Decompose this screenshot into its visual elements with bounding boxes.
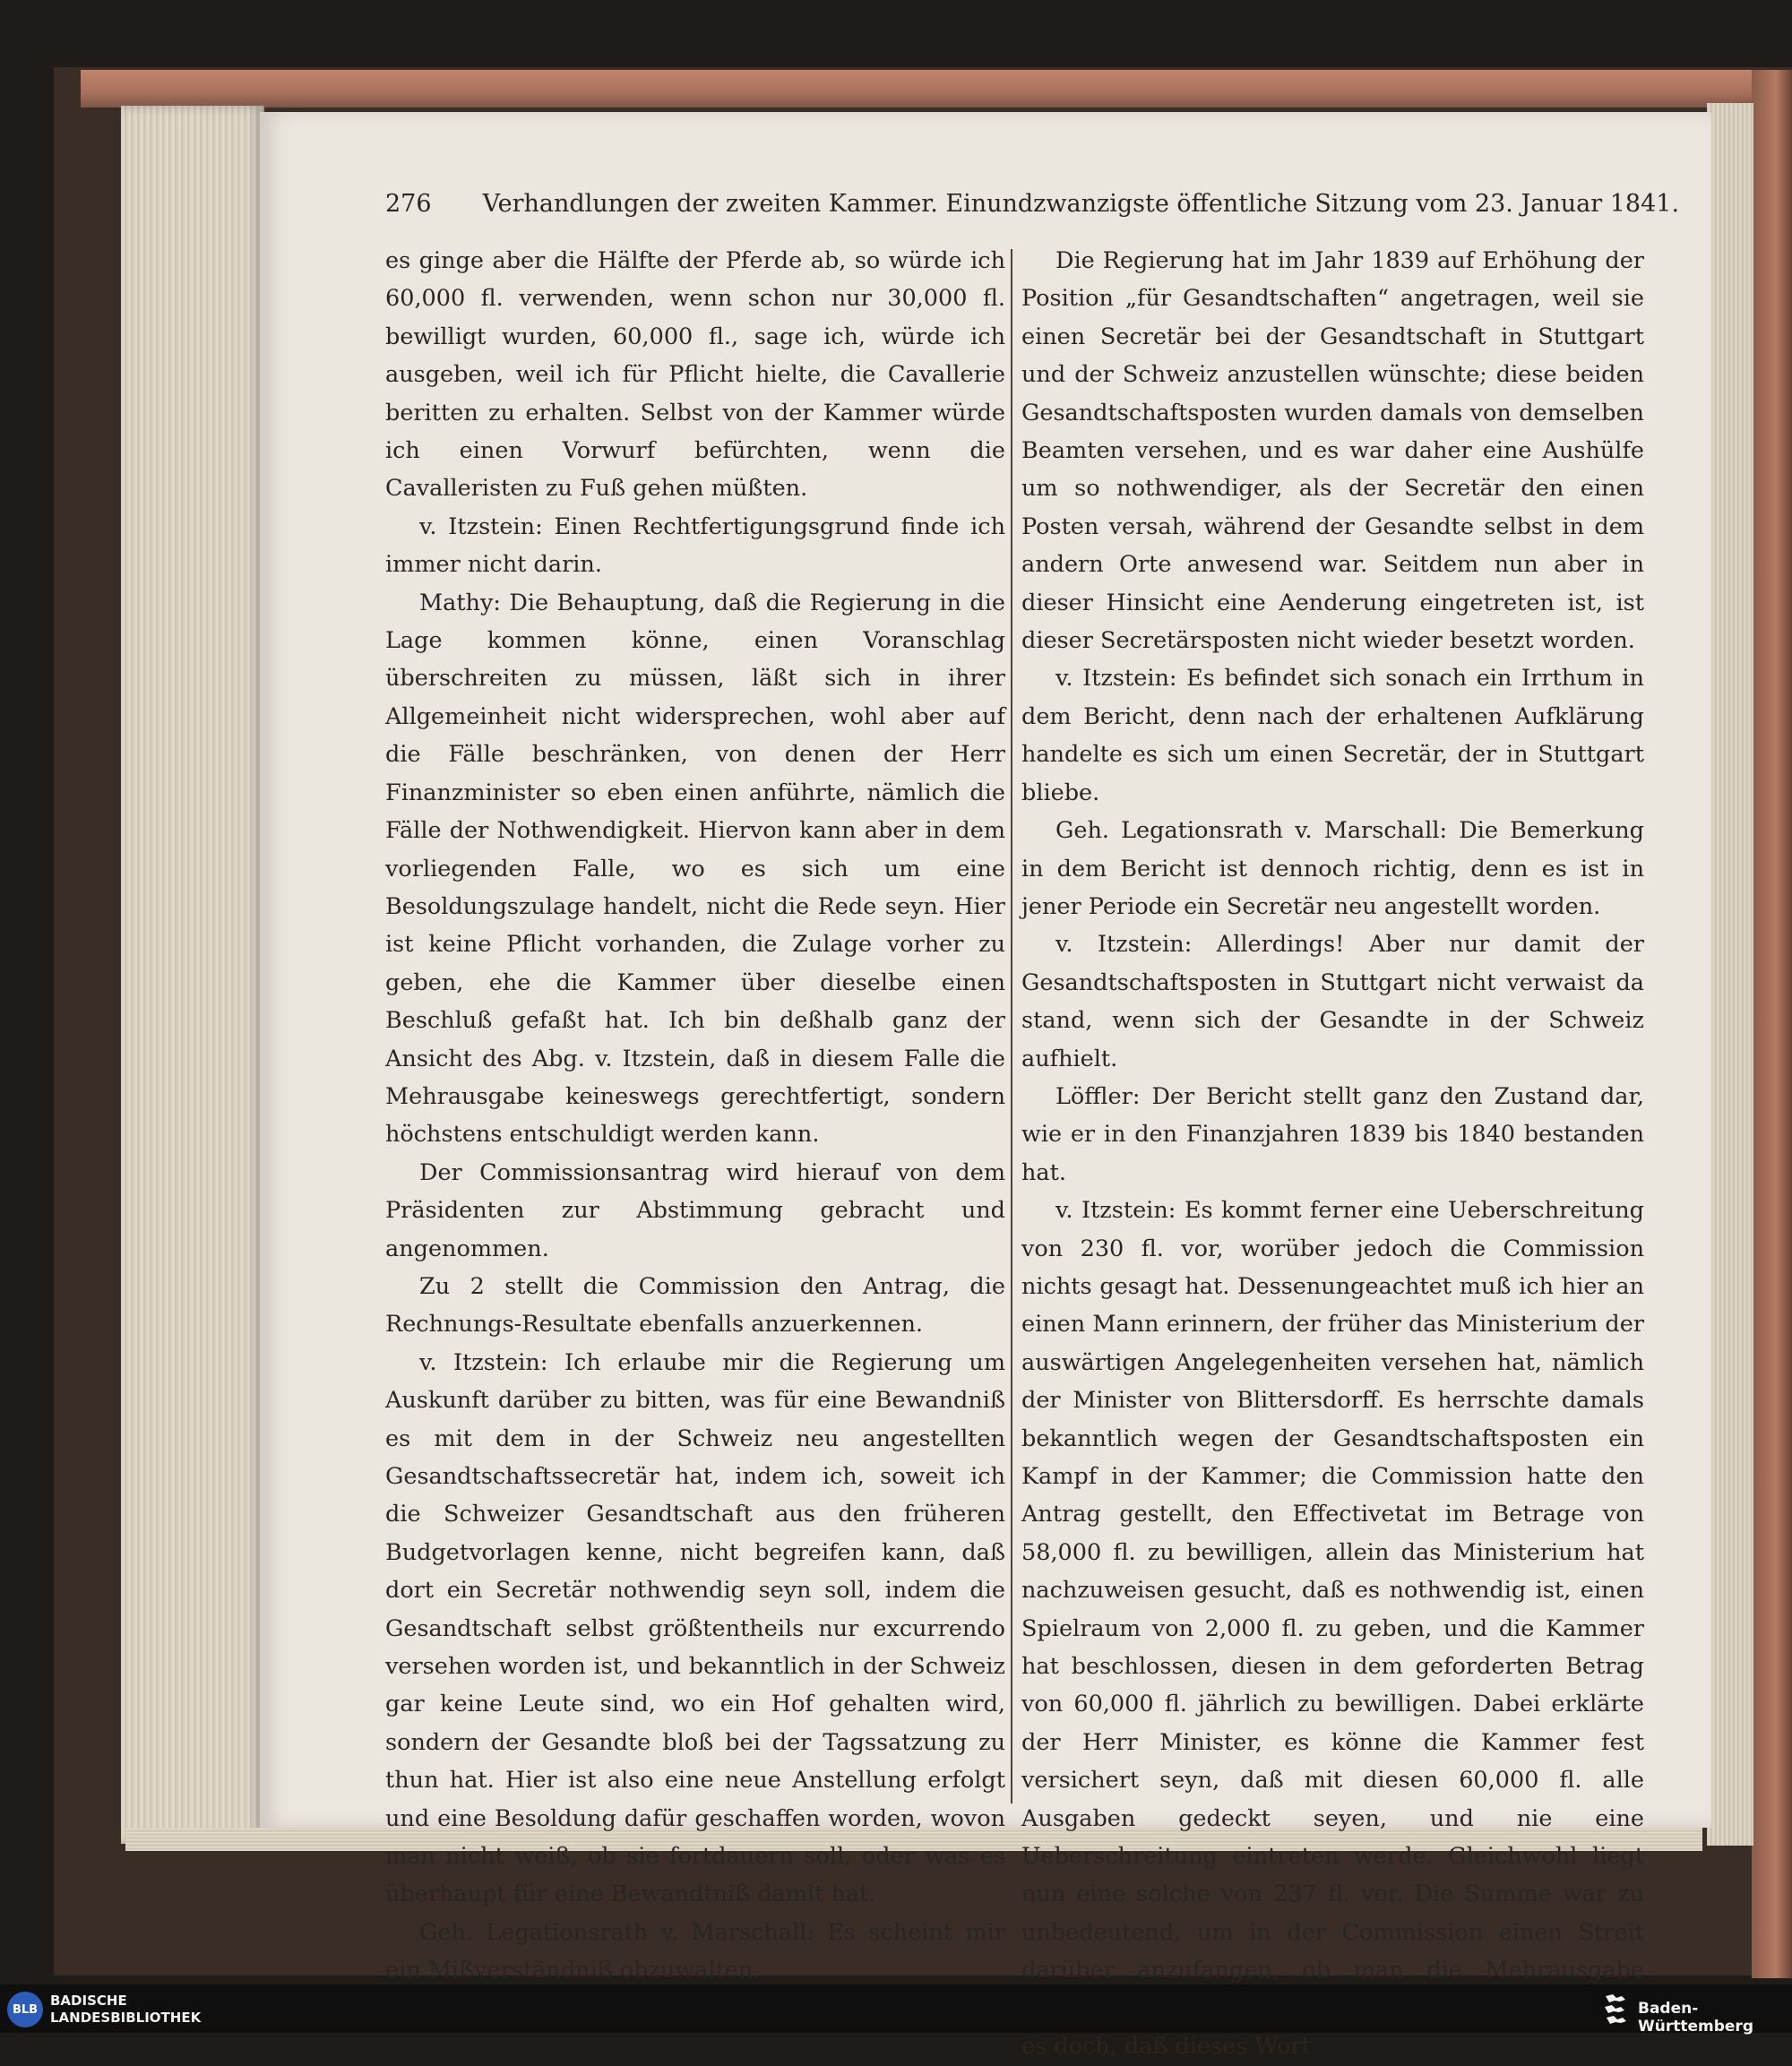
right-paragraph-3: Geh. Legationsrath v. Marschall: Die Bemerkung in dem Bericht ist dennoch richtig, denn es ist in jener Periode ein Secretär neu angestellt worden. xyxy=(1021,817,1644,920)
left-paragraph-2: v. Itzstein: Einen Rechtfertigungsgrund finde ich immer nicht darin. xyxy=(385,512,1005,579)
right-column xyxy=(1021,242,1644,2066)
right-paragraph-4: v. Itzstein: Allerdings! Aber nur damit der Gesandtschaftsposten in Stuttgart nicht verwaist da stand, wenn sich der Gesandte in der Schweiz aufhielt. xyxy=(1021,931,1644,1072)
left-paragraph-4: Der Commissionsantrag wird hierauf von dem Präsidenten zur Abstimmung gebracht und angenommen. xyxy=(385,1158,1005,1262)
right-paragraph-5: Löffler: Der Bericht stellt ganz den Zustand dar, wie er in den Finanzjahren 1839 bis 1840 bestanden hat. xyxy=(1021,1082,1644,1186)
viewer-footer-bar xyxy=(0,1984,1792,2033)
right-paragraph-1: Die Regierung hat im Jahr 1839 auf Erhöhung der Position „für Gesandtschaften“ angetragen, weil sie einen Secretär bei der Gesandtschaft in Stuttgart und der Schweiz anzustellen wünschte; diese beiden Gesandtschaftsposten wurden damals von demselben Beamten versehen, und es war daher eine Aushülfe um so nothwendiger, als der Secretär den einen Posten versah, während der Gesandte selbst in dem andern Orte anwesend war. Seitdem nun aber in dieser Hinsicht eine Aenderung eingetreten ist, ist dieser Secretärsposten nicht wieder besetzt worden. xyxy=(1021,247,1644,655)
column-divider xyxy=(1011,249,1012,1803)
right-paragraph-2: v. Itzstein: Es befindet sich sonach ein Irrthum in dem Bericht, denn nach der erhaltenen Aufklärung handelte es sich um einen Secretär, der in Stuttgart bliebe. xyxy=(1021,665,1644,806)
baden-wuerttemberg-lions-icon[interactable] xyxy=(1602,1991,1629,2027)
left-column xyxy=(385,242,1005,1990)
left-paragraph-3: Mathy: Die Behauptung, daß die Regierung in die Lage kommen könne, einen Voranschlag überschreiten zu müssen, läßt sich in ihrer Allgemeinheit nicht widersprechen, wohl aber auf die Fälle beschränken, von denen der Herr Finanzminister so eben einen anführte, nämlich die Fälle der Nothwendigkeit. Hiervon kann aber in dem vorliegenden Falle, wo es sich um eine Besoldungszulage handelt, nicht die Rede seyn. Hier ist keine Pflicht vorhanden, die Zulage vorher zu geben, ehe die Kammer über dieselbe einen Beschluß gefaßt hat. Ich bin deßhalb ganz der Ansicht des Abg. v. Itzstein, daß in diesem Falle die Mehrausgabe keineswegs gerechtfertigt, sondern höchstens entschuldigt werden kann. xyxy=(385,589,1005,1149)
library-name-line1: BADISCHE xyxy=(50,1993,127,2009)
book-cover-top-edge xyxy=(81,70,1792,108)
page-number: 276 xyxy=(385,190,432,218)
right-paragraph-6: v. Itzstein: Es kommt ferner eine Ueberschreitung von 230 fl. vor, worüber jedoch die Commission nichts gesagt hat. Dessenungeachtet muß ich hier an einen Mann erinnern, der früher das Ministerium der auswärtigen Angelegenheiten versehen hat, nämlich der Minister von Blittersdorff. Es herrschte damals bekanntlich wegen der Gesandtschaftsposten ein Kampf in der Kammer; die Commission hatte den Antrag gestellt, den Effectivetat im Betrage von 58,000 fl. zu bewilligen, allein das Ministerium hat nachzuweisen gesucht, daß es nothwendig ist, einen Spielraum von 2,000 fl. zu geben, und die Kammer hat beschlossen, diesen in dem geforderten Betrag von 60,000 fl. jährlich zu bewilligen. Dabei erklärte der Herr Minister, es könne die Kammer fest versichert seyn, daß mit diesen 60,000 fl. alle Ausgaben gedeckt seyen, und nie eine Ueberschreitung eintreten werde. Gleichwohl liegt nun eine solche von 237 fl. vor. Die Summe war zu unbedeutend, um in der Commission einen Streit darüber anzufangen, ob man die Mehrausgabe es doch, daß dieses Wort xyxy=(1021,1197,1644,2061)
page-stack-left xyxy=(121,106,264,1844)
left-paragraph-5: Zu 2 stellt die Commission den Antrag, die Rechnungs-Resultate ebenfalls anzuerkennen. xyxy=(385,1272,1005,1339)
running-header xyxy=(385,190,1680,226)
page-stack-right xyxy=(1707,103,1753,1846)
blb-logo-icon[interactable] xyxy=(7,1992,43,2027)
blb-logo-text: BLB xyxy=(12,2002,39,2017)
running-title: Verhandlungen der zweiten Kammer. Einundzwanzigste öffentliche Sitzung vom 23. Januar 1841. xyxy=(482,190,1680,218)
left-paragraph-1: es ginge aber die Hälfte der Pferde ab, so würde ich 60,000 fl. verwenden, wenn schon nur 30,000 fl. bewilligt wurden, 60,000 fl., sage ich, würde ich ausgeben, weil ich für Pflicht hielte, die Cavallerie beritten zu erhalten. Selbst von der Kammer würde ich einen Vorwurf befürchten, wenn die Cavalleristen zu Fuß gehen müßten. xyxy=(385,247,1005,503)
state-name[interactable]: Baden-Württemberg xyxy=(1638,2000,1753,2036)
book-cover-right-edge xyxy=(1752,70,1792,1978)
library-name[interactable] xyxy=(50,1993,201,2027)
left-paragraph-6: v. Itzstein: Ich erlaube mir die Regierung um Auskunft darüber zu bitten, was für eine Bewandniß es mit dem in der Schweiz neu angestellten Gesandtschaftssecretär hat, indem ich, soweit ich die Schweizer Gesandtschaft aus den früheren Budgetvorlagen kenne, nicht begreifen kann, daß dort ein Secretär nothwendig seyn soll, indem die Gesandtschaft selbst größtentheils nur excurrendo versehen worden ist, und bekanntlich in der Schweiz gar keine Leute sind, wo ein Hof gehalten wird, sondern der Gesandte bloß bei der Tagssatzung zu thun hat. Hier ist also eine neue Anstellung erfolgt und eine Besoldung dafür geschaffen worden, wovon man nicht weiß, ob sie fortdauern soll, oder was es überhaupt für eine Bewandtniß damit hat. xyxy=(385,1348,1005,1908)
left-paragraph-7: Geh. Legationsrath v. Marschall: Es scheint mir ein Mißverständniß obzuwalten. xyxy=(385,1918,1005,1984)
library-name-line2: LANDESBIBLIOTHEK xyxy=(50,2010,202,2026)
